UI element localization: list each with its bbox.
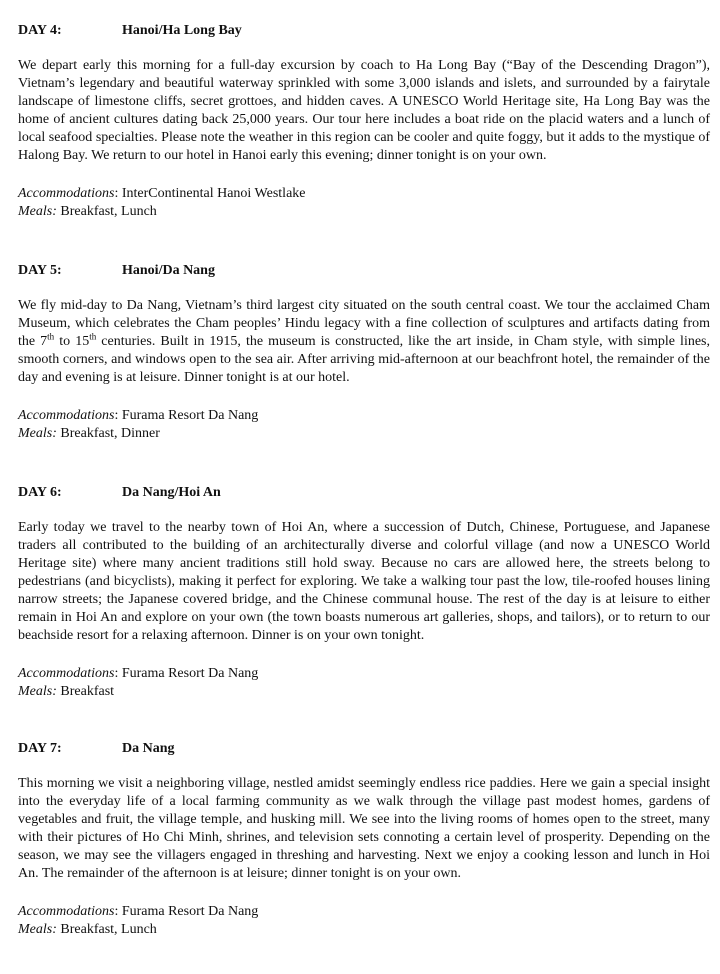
accommodations-line: Accommodations: InterContinental Hanoi Westlake <box>18 186 306 201</box>
accommodations-label: Accommodations <box>18 904 115 919</box>
day-location: Hanoi/Ha Long Bay <box>122 23 242 38</box>
meals-value: Breakfast, Lunch <box>60 204 157 219</box>
accommodations-line: Accommodations: Furama Resort Da Nang <box>18 666 259 681</box>
meals-label: Meals: <box>18 922 57 937</box>
meals-label: Meals: <box>18 426 57 441</box>
accommodations-label: Accommodations <box>18 666 115 681</box>
day-location: Da Nang <box>122 741 175 756</box>
meals-value: Breakfast, Dinner <box>60 426 160 441</box>
day-heading <box>18 484 710 501</box>
day-heading <box>18 22 710 39</box>
day-section <box>18 484 710 701</box>
accommodations-value: Furama Resort Da Nang <box>121 904 259 919</box>
day-description: Early today we travel to the nearby town of Hoi An, where a succession of Dutch, Chinese, Portuguese, and Japanese traders all contributed to the building of an architecturally diverse and colorful village (and now a UNESCO World Heritage site) where many ancient traditions still hold sway. Because no cars are allowed here, the streets belong to pedestrians (and bicyclists), making it perfect for exploring. We take a walking tour past the low, tile-roofed houses lining narrow streets; the Japanese covered bridge, and the Chinese communal house. The rest of the day is at leisure to either remain in Hoi An and explore on your own (the town boasts numerous art galleries, shops, and tailors), or to return to our beachside resort for a relaxing afternoon. Dinner is on your own tonight. <box>18 520 710 643</box>
day-section <box>18 262 710 443</box>
day-location: Hanoi/Da Nang <box>122 263 215 278</box>
day-number: DAY 4: <box>18 23 62 38</box>
day-description: We fly mid-day to Da Nang, Vietnam’s third largest city situated on the south central coast. We tour the acclaimed Cham Museum, which celebrates the Cham peoples’ Hindu legacy with a fine collection of sculptures and artifacts dating from the 7th to 15th centuries. Built in 1915, the museum is constructed, like the art inside, in Cham style, with simple lines, smooth corners, and windows open to the sea air. After arriving mid-afternoon at our beachfront hotel, the remainder of the day and evening is at leisure. Dinner tonight is at our hotel. <box>18 298 710 385</box>
day-heading <box>18 740 710 757</box>
day-description: This morning we visit a neighboring village, nestled amidst seemingly endless rice paddies. Here we gain a special insight into the everyday life of a local farming community as we walk through the village past modest homes, gardens of vegetables and fruit, the village temple, and husking mill. We see into the living rooms of homes open to the street, many with their pictures of Ho Chi Minh, shrines, and television sets connoting a certain level of prosperity. Depending on the season, we may see the villagers engaged in threshing and harvesting. Next we enjoy a cooking lesson and lunch in Hoi An. The remainder of the afternoon is at leisure; dinner tonight is on your own. <box>18 776 710 881</box>
day-number: DAY 6: <box>18 485 62 500</box>
day-number: DAY 5: <box>18 263 62 278</box>
day-section <box>18 740 710 939</box>
day-location: Da Nang/Hoi An <box>122 485 221 500</box>
meals-label: Meals: <box>18 204 57 219</box>
meals-value: Breakfast, Lunch <box>60 922 157 937</box>
day-section <box>18 22 710 221</box>
accommodations-label: Accommodations <box>18 408 115 423</box>
accommodations-value: Furama Resort Da Nang <box>121 408 259 423</box>
accommodations-value: InterContinental Hanoi Westlake <box>121 186 306 201</box>
accommodations-label: Accommodations <box>18 186 115 201</box>
meals-line <box>18 203 710 221</box>
meals-line <box>18 921 710 939</box>
day-heading <box>18 262 710 279</box>
meals-line <box>18 425 710 443</box>
day-description: We depart early this morning for a full-day excursion by coach to Ha Long Bay (“Bay of the Descending Dragon”), Vietnam’s legendary and beautiful waterway sprinkled with some 3,000 islands and islets, and surrounded by a fairytale landscape of limestone cliffs, secret grottoes, and hidden caves. A UNESCO World Heritage site, Ha Long Bay was the home of ancient cultures dating back 25,000 years. Our tour here includes a boat ride on the placid waters and a lunch of local seafood specialties. Please note the weather in this region can be cooler and quite foggy, but it adds to the mystique of Halong Bay. We return to our hotel in Hanoi early this evening; dinner tonight is on your own. <box>18 58 710 163</box>
accommodations-line: Accommodations: Furama Resort Da Nang <box>18 904 259 919</box>
accommodations-line: Accommodations: Furama Resort Da Nang <box>18 408 259 423</box>
accommodations-value: Furama Resort Da Nang <box>121 666 259 681</box>
day-number: DAY 7: <box>18 741 62 756</box>
meals-value: Breakfast <box>60 684 115 699</box>
meals-line <box>18 683 710 701</box>
meals-label: Meals: <box>18 684 57 699</box>
